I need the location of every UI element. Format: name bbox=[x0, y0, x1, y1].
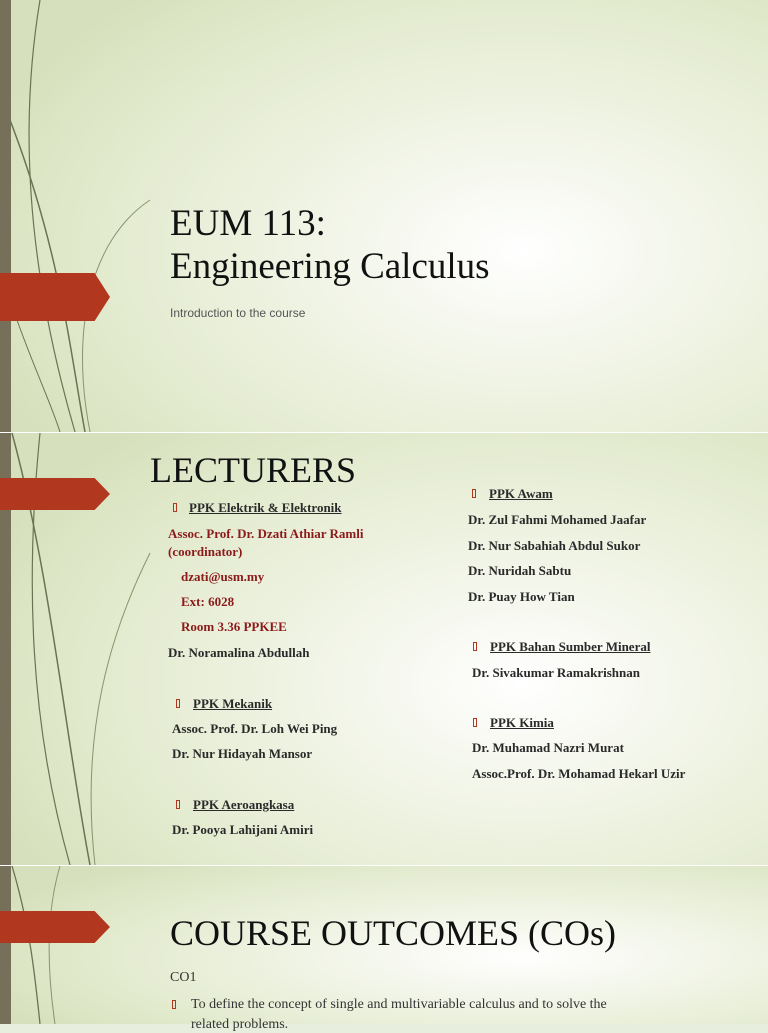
title-line-2: Engineering Calculus bbox=[170, 245, 490, 287]
accent-tab bbox=[0, 478, 110, 510]
accent-tab bbox=[0, 273, 110, 321]
co-text-continued: related problems. bbox=[191, 1017, 289, 1032]
lecturer-name: Dr. Puay How Tian bbox=[468, 589, 575, 604]
bullet-icon bbox=[176, 699, 180, 708]
lecturer-name: Dr. Muhamad Nazri Murat bbox=[472, 740, 624, 755]
lecturer-name: Assoc. Prof. Dr. Loh Wei Ping bbox=[172, 721, 338, 736]
group-heading-elektrik: PPK Elektrik & Elektronik bbox=[189, 500, 342, 515]
page-title bbox=[170, 203, 490, 288]
lecturer-name: Dr. Zul Fahmi Mohamed Jaafar bbox=[468, 512, 647, 527]
bullet-icon bbox=[472, 489, 476, 498]
lecturer-name: Dr. Sivakumar Ramakrishnan bbox=[472, 665, 640, 680]
bullet-icon bbox=[473, 718, 477, 727]
decorative-swirl bbox=[0, 866, 160, 1024]
bullet-icon bbox=[176, 800, 180, 809]
section-title: COURSE OUTCOMES (COs) bbox=[170, 913, 617, 953]
bullet-icon bbox=[172, 1000, 176, 1009]
section-title: LECTURERS bbox=[150, 450, 357, 490]
coordinator-room: Room 3.36 PPKEE bbox=[181, 619, 287, 634]
lecturer-name: Dr. Nuridah Sabtu bbox=[468, 563, 572, 578]
bullet-icon bbox=[473, 642, 477, 651]
lecturer-name: Dr. Noramalina Abdullah bbox=[168, 645, 310, 660]
group-heading-aeroangkasa: PPK Aeroangkasa bbox=[193, 797, 295, 812]
group-heading-mineral: PPK Bahan Sumber Mineral bbox=[490, 639, 651, 654]
title-line-1: EUM 113: bbox=[170, 203, 326, 244]
co-text: To define the concept of single and multivariable calculus and to solve the bbox=[191, 997, 607, 1012]
slide-course-outcomes bbox=[0, 866, 768, 1032]
lecturer-name: Assoc.Prof. Dr. Mohamad Hekarl Uzir bbox=[472, 766, 686, 781]
coordinator-email: dzati@usm.my bbox=[181, 569, 265, 584]
group-heading-awam: PPK Awam bbox=[489, 486, 553, 501]
group-heading-kimia: PPK Kimia bbox=[490, 715, 554, 730]
subtitle: Introduction to the course bbox=[170, 306, 306, 320]
lecturer-name: Dr. Nur Sabahiah Abdul Sukor bbox=[468, 538, 641, 553]
coordinator-name: Assoc. Prof. Dr. Dzati Athiar Ramli bbox=[168, 526, 364, 541]
bullet-icon bbox=[173, 503, 177, 512]
co-label: CO1 bbox=[170, 970, 197, 985]
decorative-swirl bbox=[0, 0, 160, 432]
coordinator-role: (coordinator) bbox=[168, 544, 243, 559]
accent-tab bbox=[0, 911, 110, 943]
slide-lecturers bbox=[0, 433, 768, 865]
lecturer-name: Dr. Nur Hidayah Mansor bbox=[172, 746, 313, 761]
coordinator-ext: Ext: 6028 bbox=[181, 594, 235, 609]
lecturer-name: Dr. Pooya Lahijani Amiri bbox=[172, 822, 314, 837]
group-heading-mekanik: PPK Mekanik bbox=[193, 696, 273, 711]
slide-title bbox=[0, 0, 768, 432]
